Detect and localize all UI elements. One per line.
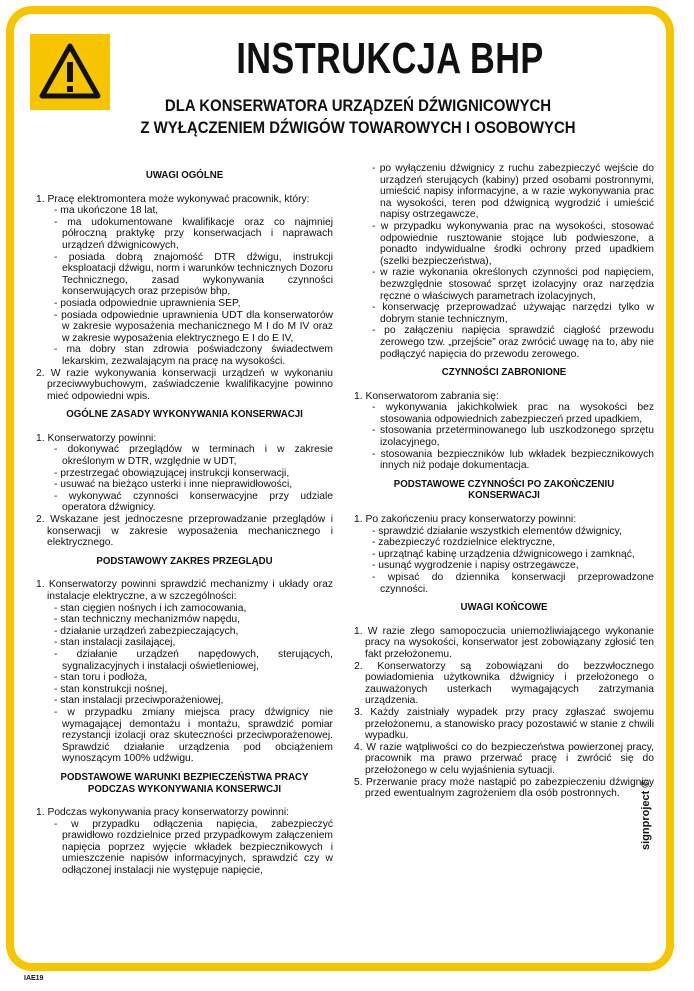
list-item: - w razie wykonania określonych czynności pod napięciem, bezwzględnie stosować sprzęt izolacyjny oraz narzędzia ręczne o właściwych parametrach izolacyjnych, <box>372 267 654 302</box>
section-heading-final-remarks: UWAGI KOŃCOWE <box>460 601 548 614</box>
list-item: 1. Konserwatorzy powinni: <box>36 432 157 444</box>
list-item: - stan instalacji przeciwporażeniowej, <box>54 695 224 707</box>
list-item: - po wyłączeniu dźwignicy z ruchu zabezpieczyć wejście do urządzeń sterujących (kabiny) przed osobami postronnymi, umieścić napisy informacyjne, a w razie wykonywania prac na wysokości, teren pod dźwignicą wygrodzić i umieścić napisy ostrzegawcze, <box>372 163 654 221</box>
heading-line: PODSTAWOWE WARUNKI BEZPIECZEŃSTWA PRACY <box>60 770 309 783</box>
list-item: 1. W razie złego samopoczucia uniemożliwiającego wykonanie pracy na wysokości, konserwator jest zobowiązany zgłosić ten fakt przełożonemu. <box>354 625 654 660</box>
brand-mark: signproject © <box>640 779 652 850</box>
left-column <box>36 163 333 877</box>
list-item: - stosowania przeterminowanego lub uszkodzonego sprzętu izolacyjnego, <box>372 425 654 449</box>
list-item: 4. W razie wątpliwości co do bezpieczeństwa powierzonej pracy, pracownik ma prawo przerwać pracę i zwrócić się do przełożonego w celu wyjaśnienia sytuacji. <box>354 741 654 776</box>
list-item: - usuwać na bieżąco usterki i inne nieprawidłowości, <box>54 479 293 491</box>
list-item: - dokonywać przeglądów w terminach i w zakresie określonym w DTR, względnie w UDT, <box>54 444 333 468</box>
section-heading-general-remarks: UWAGI OGÓLNE <box>145 169 224 181</box>
list-item: - ma ukończone 18 lat, <box>54 205 159 217</box>
section-heading-maintenance-rules: OGÓLNE ZASADY WYKONYWANIA KONSERWACJI <box>66 408 303 421</box>
list-item: - przestrzegać obowiązującej instrukcji konserwacji, <box>54 467 290 479</box>
list-item: 1. Pracę elektromontera może wykonywać pracownik, który: <box>36 193 310 205</box>
list-item: 3. Każdy zaistniały wypadek przy pracy zgłaszać swojemu przełożonemu, a stanowisko pracy pozostawić w stanie z chwili wypadku. <box>354 706 654 742</box>
list-item: - w przypadku odłączenia napięcia, zabezpieczyć prawidłowo rozdzielnice przed przypadkowym załączeniem napięcia poprzez wyjęcie wkładek bezpiecznikowych i umieszczenie napisów informacyjnych, sprawdzić czy w odłączonej instalacji nie występuje napięcie, <box>54 818 333 877</box>
list-item: 1. Konserwatorom zabrania się: <box>354 390 499 402</box>
list-item: 2. Konserwatorzy są zobowiązani do bezzwłocznego powiadomienia użytkownika dźwignicy i przełożonego o zauważonych usterkach wymagających zatrzymania urządzenia. <box>354 660 654 707</box>
list-item: - konserwację przeprowadzać używając narzędzi tylko w dobrym stanie technicznym, <box>372 302 654 325</box>
section-heading-inspection-scope: PODSTAWOWY ZAKRES PRZEGLĄDU <box>96 554 273 567</box>
list-item: - stan techniczny mechanizmów napędu, <box>54 614 241 626</box>
list-item: 1. Po zakończeniu pracy konserwatorzy powinni: <box>354 514 577 526</box>
list-item: - wykonywać czynności konserwacyjne przy udziale operatora dźwignicy. <box>54 490 333 514</box>
list-item: - w przypadku wykonywania prac na wysokości, stosować odpowiednie rusztowanie stojące lub podwieszone, a ponadto indywidualne środki ochrony przed upadkiem (szelki bezpieczeństwa), <box>372 220 654 267</box>
list-item: - po załączeniu napięcia sprawdzić ciągłość przewodu zerowego tzw. „przejście” oraz zwrócić uwagę na to, aby nie podłączyć napięcia do przewodu zerowego. <box>372 325 654 360</box>
list-item: - stan cięgien nośnych i ich zamocowania, <box>54 602 247 614</box>
list-item: - posiada odpowiednie uprawnienia SEP, <box>54 297 241 309</box>
list-item: - uprzątnąć kabinę urządzenia dźwignicowego i zamknąć, <box>372 548 635 560</box>
list-item: - w przypadku zmiany miejsca pracy dźwignicy nie wymagającej demontażu i montażu, sprawdzić pomiar rezystancji izolacji oraz skuteczności przeciwporażenowej. Sprawdzić działanie urządzenia pod obciążeniem wynoszącym 100% udźwigu. <box>54 706 333 765</box>
list-item: - stan instalacji zasilającej, <box>54 637 176 649</box>
list-item: 2. W razie wykonywania konserwacji urządzeń w wykonaniu przeciwwybuchowym, zaświadczenie kwalifikacyjne powinno mieć odpowiedni wpis. <box>36 367 333 402</box>
subtitle-line-1: DLA KONSERWATORA URZĄDZEŃ DŹWIGNICOWYCH <box>164 96 552 115</box>
list-item: - usunąć wygrodzenie i napisy ostrzegawcze, <box>372 560 579 572</box>
product-code: IAE19 <box>24 975 44 982</box>
list-item: - stosowania bezpieczników lub wkładek bezpiecznikowych innych niż podaje dokumentacja. <box>372 448 654 472</box>
list-item: - sprawdzić działanie wszystkich elementów dźwignicy, <box>372 525 622 537</box>
list-item: 2. Wskazane jest jednoczesne przeprowadzanie przeglądów i konserwacji w zakresie wyposażenia mechanicznego i elektrycznego. <box>36 514 333 549</box>
section-heading-prohibited-actions: CZYNNOŚCI ZABRONIONE <box>441 366 567 379</box>
section-heading-after-maintenance: PODSTAWOWE CZYNNOŚCI PO ZAKOŃCZENIU KONSERWACJI <box>393 477 615 502</box>
list-item: - stan konstrukcji nośnej, <box>54 683 168 695</box>
list-item: - działanie urządzeń napędowych, sterujących, sygnalizacyjnych i instalacji oświetleniowej, <box>54 648 333 672</box>
list-item: 1. Konserwatorzy powinni sprawdzić mechanizmy i układy oraz instalacje elektryczne, a w szczególności: <box>36 579 333 602</box>
list-item: - ma dobry stan zdrowia poświadczony świadectwem lekarskim, zezwalającym na pracę na wysokości. <box>54 344 333 367</box>
section-heading-safety-conditions <box>48 772 321 795</box>
list-item: - posiada odpowiednie uprawnienia UDT dla konserwatorów w zakresie wyposażenia mechanicznego M I do M IV oraz w zakresie wyposażenia elektrycznego E I do E IV, <box>54 309 333 344</box>
list-item: - działanie urządzeń zabezpieczających, <box>54 625 239 637</box>
warning-badge <box>30 34 110 110</box>
list-item: - wykonywania jakichkolwiek prac na wysokości bez stosowania odpowiednich zabezpieczeń przed upadkiem, <box>372 402 654 425</box>
warning-triangle-icon <box>38 42 102 102</box>
page-title: INSTRUKCJA BHP <box>236 34 544 83</box>
list-item: - stan toru i podłoża, <box>54 672 148 684</box>
right-column <box>354 163 654 800</box>
list-item: - zabezpieczyć rozdzielnice elektryczne, <box>372 537 556 549</box>
list-item: 5. Przerwanie pracy może nastąpić po zabezpieczeniu dźwignicy przed ewentualnym zagrożeniem dla osób postronnych. <box>354 776 654 800</box>
subtitle-line-2: Z WYŁĄCZENIEM DŹWIGÓW TOWAROWYCH I OSOBOWYCH <box>140 118 576 137</box>
list-item: - ma udokumentowane kwalifikacje oraz co najmniej półroczną praktykę przy konserwacjach i naprawach urządzeń dźwignicowych, <box>54 216 333 251</box>
list-item: - posiada dobrą znajomość DTR dźwigu, instrukcji eksploatacji dźwigu, norm i warunków technicznych Dozoru Technicznego, zasad wykonywania czynności konserwujących oraz przepisów bhp, <box>54 251 333 298</box>
page-subtitle <box>120 95 595 139</box>
heading-line: PODCZAS WYKONYWANIA KONSERWCJI <box>87 782 282 795</box>
list-item: 1. Podczas wykonywania pracy konserwatorzy powinni: <box>36 807 289 819</box>
list-item: - wpisać do dziennika konserwacji przeprowadzone czynności. <box>372 572 654 595</box>
